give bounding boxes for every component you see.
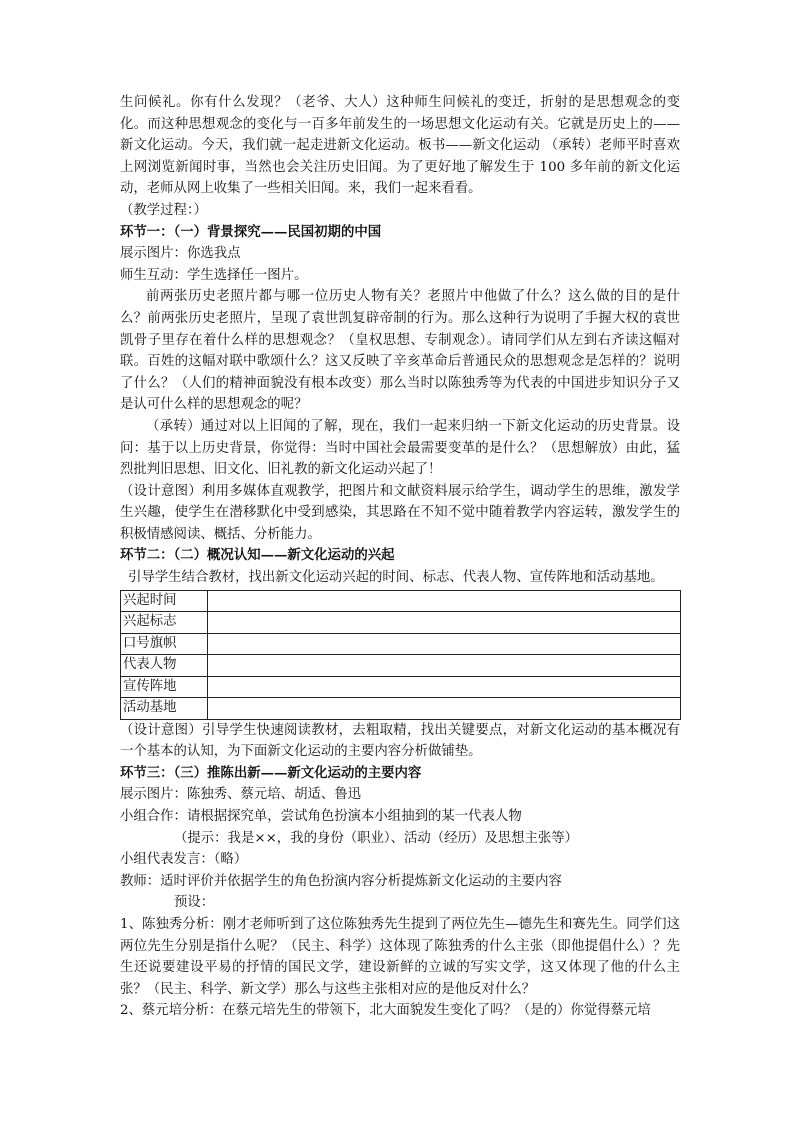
section1-paragraph: （承转）通过对以上旧闻的了解，现在，我们一起来归纳一下新文化运动的历史背景。设问：基于以上历史背景，你觉得：当时中国社会最需要变革的是什么？（思想解放）由此，猛烈批判旧思想、旧文化、旧礼教的新文化运动兴起了！ — [120, 418, 680, 478]
table-row-label: 兴起标志 — [121, 612, 208, 634]
document-page — [120, 92, 680, 1022]
table-row — [121, 655, 681, 677]
table-row — [121, 590, 681, 612]
table-row-label: 宣传阵地 — [121, 676, 208, 698]
table-row — [121, 698, 681, 720]
section2-guide: 引导学生结合教材，找出新文化运动兴起的时间、标志、代表人物、宣传阵地和活动基地。 — [128, 570, 664, 586]
teaching-process-label: （教学过程：） — [120, 202, 208, 218]
section1-line: 师生互动：学生选择任一图片。 — [120, 267, 308, 283]
section3-line: 展示图片：陈独秀、蔡元培、胡适、鲁迅 — [120, 787, 362, 803]
section3-heading: 环节三：（三）推陈出新——新文化运动的主要内容 — [120, 764, 422, 781]
table-row-label: 代表人物 — [121, 655, 208, 677]
analysis-item: 1、陈独秀分析：刚才老师听到了这位陈独秀先生提到了两位先生—德先生和赛先生。同学们这两位先生分别是指什么呢？（民主、科学）这体现了陈独秀的什么主张（即他提倡什么）？先生还说要建设平易的抒情的国民文学，建设新鲜的立诚的写实文学，这又体现了他的什么主张？（民主、科学、新文学）那么与这些主张相对应的是他反对什么？ — [120, 917, 680, 997]
table-row-label: 兴起时间 — [121, 590, 208, 612]
table-cell-blank — [208, 655, 681, 677]
table-cell-blank — [208, 698, 681, 720]
table-row — [121, 633, 681, 655]
section1-heading: 环节一：（一）背景探究——民国初期的中国 — [120, 223, 382, 240]
section3-hint: （提示：我是××，我的身份（职业）、活动（经历）及思想主张等） — [174, 830, 579, 846]
design-intent-paragraph: （设计意图）引导学生快速阅读教材，去粗取精，找出关键要点，对新文化运动的基本概况有一个基本的认知，为下面新文化运动的主要内容分析做铺垫。 — [120, 722, 680, 760]
table-row-label: 口号旗帜 — [121, 633, 208, 655]
summary-table — [120, 590, 681, 720]
table-cell-blank — [208, 590, 681, 612]
table-cell-blank — [208, 633, 681, 655]
table-cell-blank — [208, 612, 681, 634]
table-cell-blank — [208, 676, 681, 698]
table-row-label: 活动基地 — [121, 698, 208, 720]
section1-line: 展示图片：你选我点 — [120, 246, 241, 262]
analysis-item: 2、蔡元培分析：在蔡元培先生的带领下，北大面貌发生变化了吗？（是的）你觉得蔡元培 — [120, 1003, 651, 1019]
section3-line: 小组合作：请根据探究单，尝试角色扮演本小组抽到的某一代表人物 — [120, 809, 522, 825]
section3-line: 教师：适时评价并依据学生的角色扮演内容分析提炼新文化运动的主要内容 — [120, 873, 562, 889]
design-intent-paragraph: （设计意图）利用多媒体直观教学，把图片和文献资料展示给学生，调动学生的思维，激发学生兴趣，使学生在潜移默化中受到感染，其思路在不知不觉中随着教学内容运转，激发学生的积极情感阅读、概括、分析能力。 — [120, 483, 680, 542]
preset-label: 预设： — [174, 895, 215, 911]
table-row — [121, 612, 681, 634]
table-row — [121, 676, 681, 698]
section3-line: 小组代表发言：（略） — [120, 852, 248, 868]
intro-paragraph: 生问候礼。你有什么发现？（老爷、大人）这种师生问候礼的变迁，折射的是思想观念的变化。而这种思想观念的变化与一百多年前发生的一场思想文化运动有关。它就是历史上的——新文化运动。今天，我们就一起走进新文化运动。板书——新文化运动 （承转）老师平时喜欢上网浏览新闻时事，当然也会关注历史旧闻。为了更好地了解发生于 100 多年前的新文化运动，老师从网上收集了一些相关旧闻。来，我们一起来看看。 — [120, 95, 680, 197]
section2-heading: 环节二：（二）概况认知——新文化运动的兴起 — [120, 547, 395, 564]
section1-paragraph: 前两张历史老照片都与哪一位历史人物有关？老照片中他做了什么？这么做的目的是什么？前两张历史老照片，呈现了袁世凯复辟帝制的行为。那么这种行为说明了手握大权的袁世凯骨子里存在着什么样的思想观念？（皇权思想、专制观念）。请同学们从左到右齐读这幅对联。百姓的这幅对联中歌颂什么？这又反映了辛亥革命后普通民众的思想观念是怎样的？说明了什么？（人们的精神面貌没有根本改变）那么当时以陈独秀等为代表的中国进步知识分子又是认可什么样的思想观念的呢？ — [120, 289, 680, 413]
